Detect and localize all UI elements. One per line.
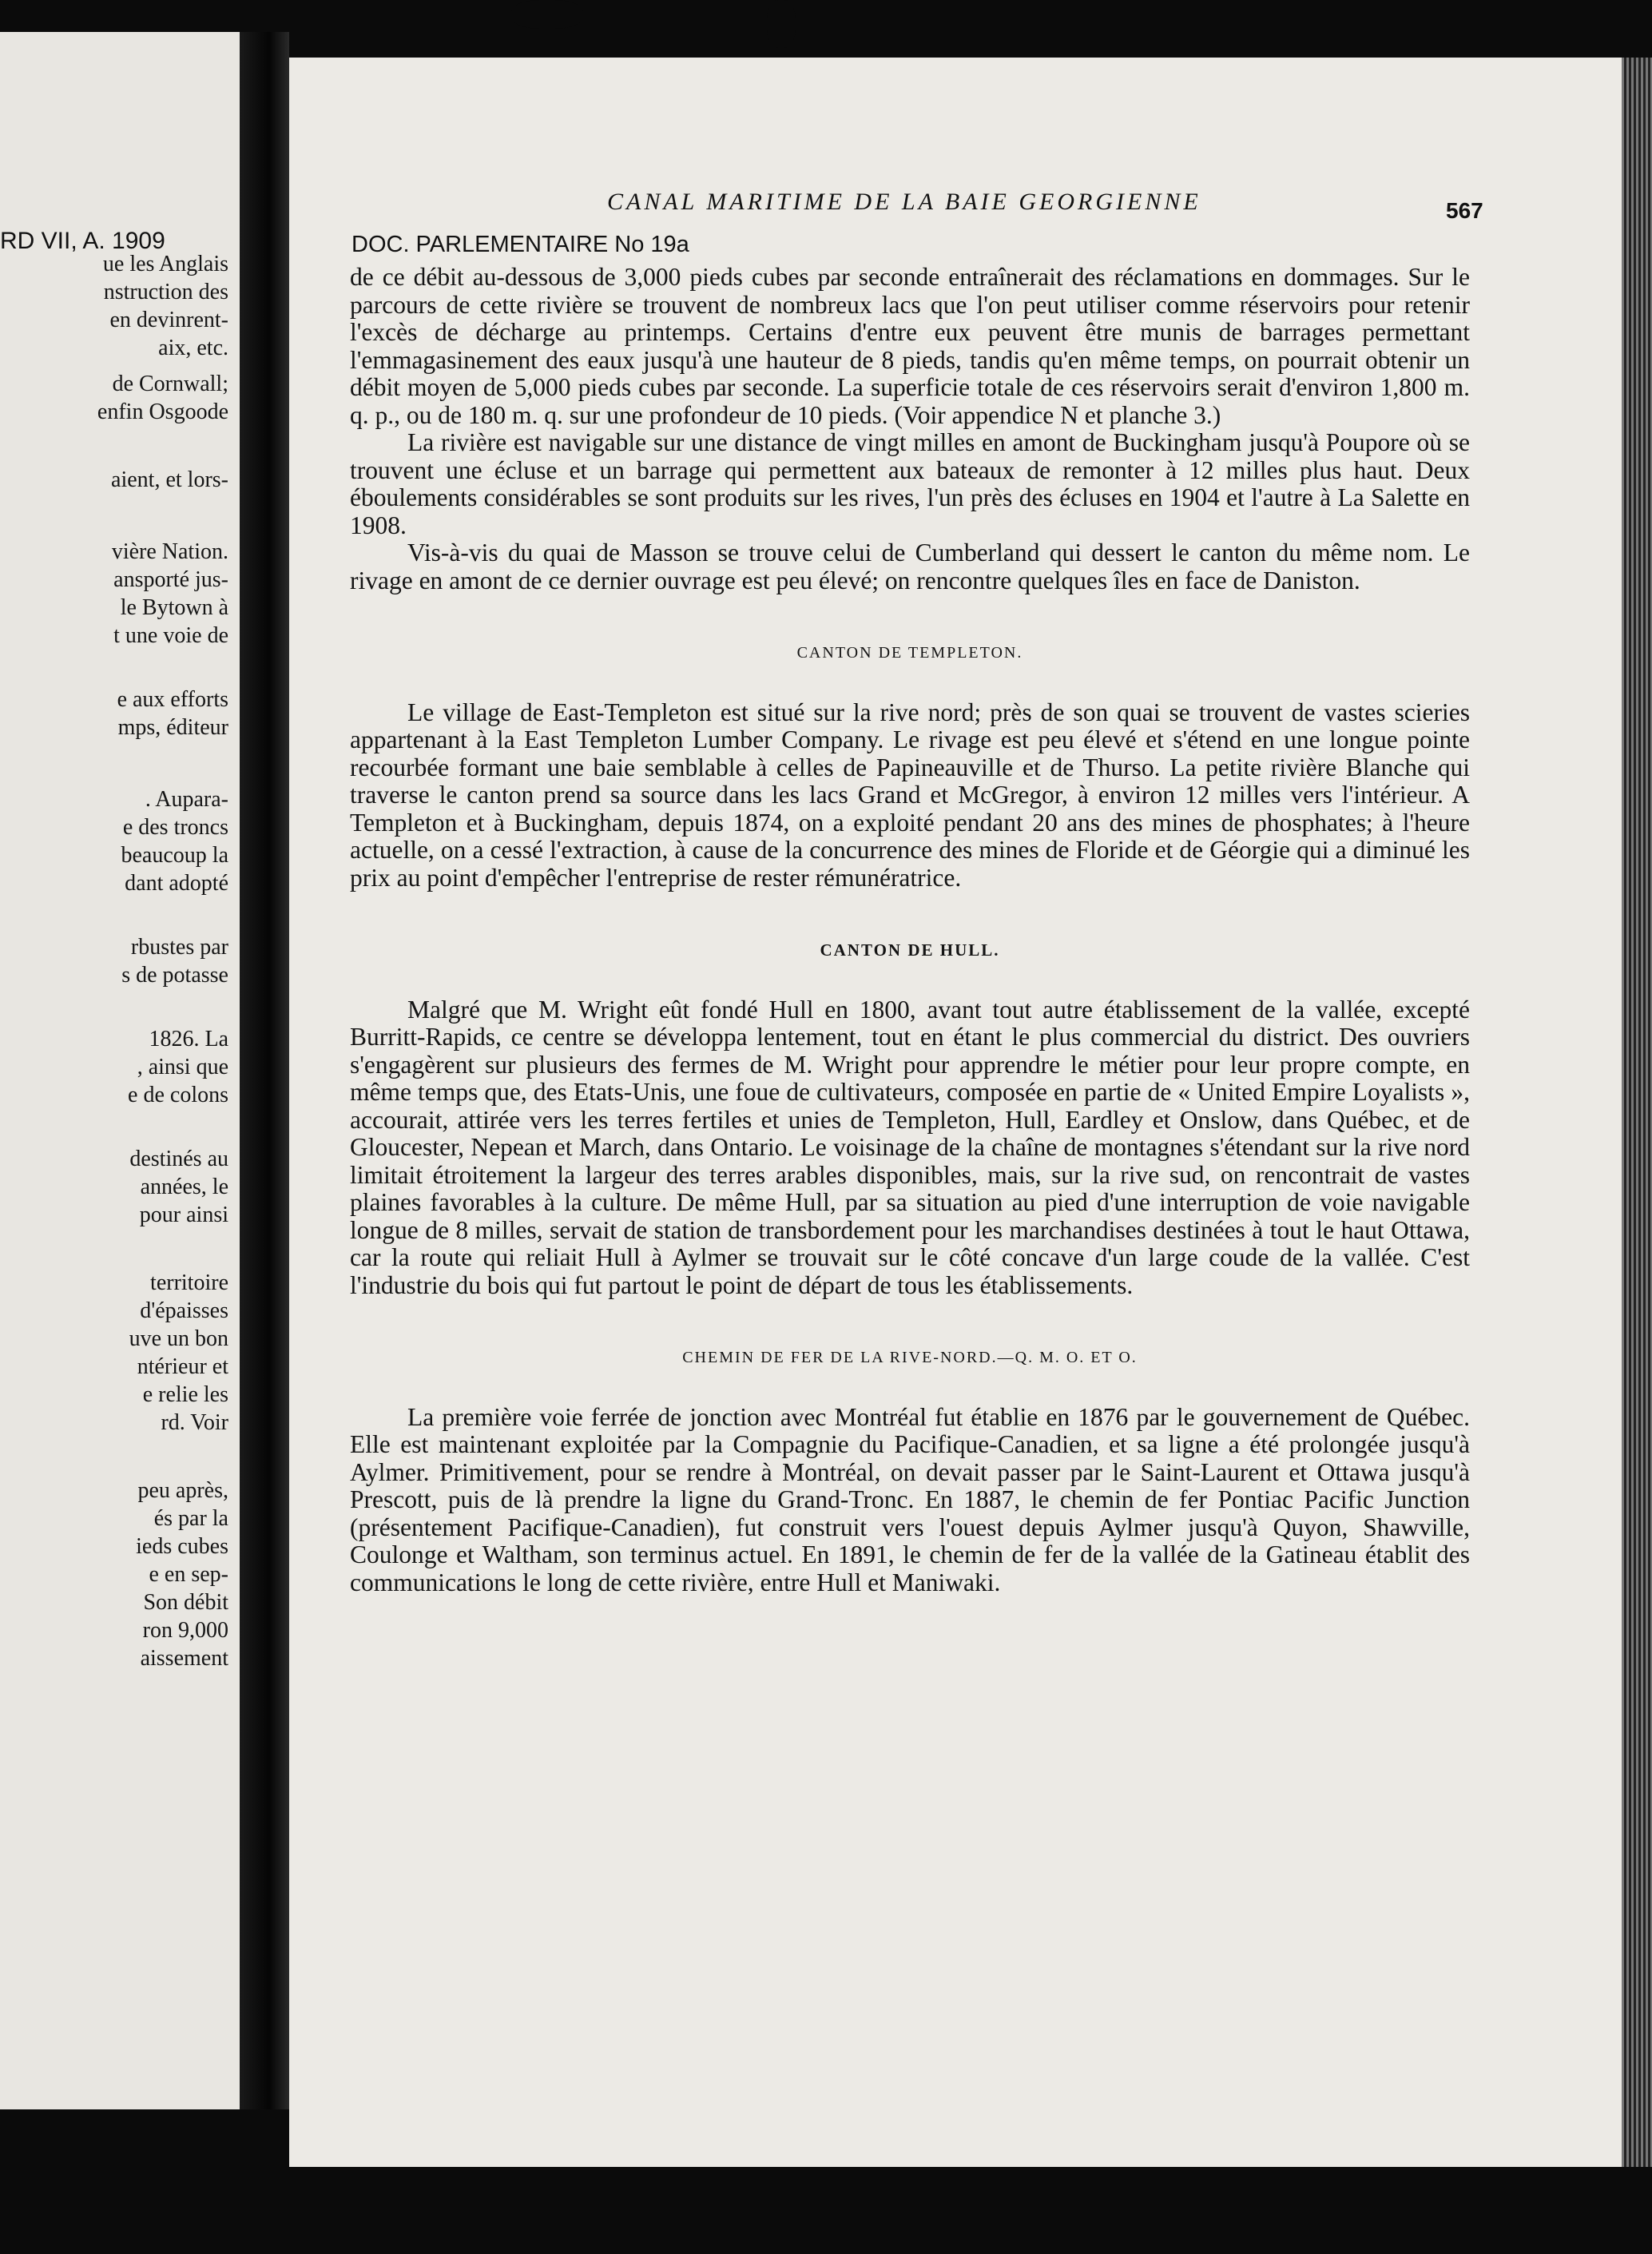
paragraph: de ce débit au-dessous de 3,000 pieds cubes par seconde entraînerait des réclamations en dommages. Sur le parcours de cette rivière se trouvent de nombreux lacs que l'on peut utiliser comme réservoirs pour retenir l'excès de décharge au printemps. Certains d'entre eux peuvent être munis de barrages permettant l'emmagasinement des eaux jusqu'à une hauteur de 8 pieds, tandis qu'en même temps, on pourrait obtenir un débit moyen de 5,000 pieds cubes par seconde. La superficie totale de ces réservoirs serait d'environ 1,800 m. q. p., ou de 180 m. q. sur une profondeur de 10 pieds. (Voir appendice N et planche 3.) — [350, 263, 1470, 429]
left-page-line: le Bytown à — [120, 595, 228, 620]
left-page-line: années, le — [140, 1175, 228, 1199]
left-page-line: nstruction des — [103, 280, 228, 304]
left-page-line: dant adopté — [125, 871, 228, 896]
left-page-line: aient, et lors- — [111, 467, 228, 492]
page-body — [350, 264, 1470, 1596]
left-page-line: mps, éditeur — [117, 715, 228, 740]
left-page-line: rbustes par — [130, 935, 228, 960]
left-page-line: Son débit — [143, 1590, 228, 1615]
left-page-line: pour ainsi — [139, 1203, 228, 1227]
document-reference: DOC. PARLEMENTAIRE No 19a — [351, 232, 689, 257]
paragraph: La première voie ferrée de jonction avec Montréal fut établie en 1876 par le gouvernement de Québec. Elle est maintenant exploitée par la Compagnie du Pacifique-Canadien, et sa ligne a été prolongée jusqu'à Aylmer. Primitivement, pour se rendre à Montréal, on devait passer par le Saint-Laurent et Ottawa jusqu'à Prescott, puis de là prendre la ligne du Grand-Tronc. En 1887, le chemin de fer Pontiac Pacific Junction (présentement Pacifique-Canadien), fut construit vers l'ouest depuis Aylmer jusqu'à Quyon, Shawville, Coulonge et Waltham, son terminus actuel. En 1891, le chemin de fer de la vallée de la Gatineau établit des communications le long de cette rivière, entre Hull et Maniwaki. — [350, 1402, 1470, 1596]
left-page-line: e en sep- — [149, 1562, 228, 1587]
left-page-line: e des troncs — [122, 815, 228, 840]
left-page-line: ieds cubes — [136, 1534, 228, 1559]
left-page-line: en devinrent- — [109, 308, 228, 332]
scan-smudge — [511, 0, 583, 29]
paragraph: La rivière est navigable sur une distance de vingt milles en amont de Buckingham jusqu'à Poupore où se trouvent une écluse et un barrage qui permettent aux bateaux de remonter à 12 milles plus haut. Deux éboulements considérables se sont produits sur les rives, l'un près des écluses en 1904 et l'autre à La Salette en 1908. — [350, 428, 1470, 539]
left-page-line: rd. Voir — [161, 1410, 228, 1435]
left-page-line: aissement — [140, 1646, 228, 1671]
left-page-line: beaucoup la — [121, 843, 228, 868]
book-gutter — [240, 32, 289, 2109]
paragraph: Vis-à-vis du quai de Masson se trouve celui de Cumberland qui dessert le canton du même nom. Le rivage en amont de ce dernier ouvrage est peu élevé; on rencontre quelques îles en face de Daniston. — [350, 539, 1470, 594]
paragraph: Malgré que M. Wright eût fondé Hull en 1800, avant tout autre établissement de la vallée, excepté Burritt-Rapids, ce centre se développa lentement, tout en étant le plus commercial du district. Des ouvriers s'engagèrent sur plusieurs des fermes de M. Wright pour apprendre le métier pour leur propre compte, en même temps que, des Etats-Unis, une foue de cultivateurs, composée en partie de « United Empire Loyalists », accourait, attirée vers les terres fertiles et unies de Templeton, Hull, Eardley et Onslow, dans Québec, et de Gloucester, Nepean et March, dans Ontario. Le voisinage de la chaîne de montagnes s'étendant sur la rive nord limitait étroitement la largeur des terres arables disponibles, mais, sur la rive sud, on rencontrait de vastes plaines favorables à la culture. De même Hull, par sa situation au pied d'une interruption de voie navigable longue de 8 milles, servait de station de transbordement pour les marchandises destinées à tout le haut Ottawa, car la route qui reliait Hull à Aylmer se trouvait sur le côté concave d'un large coude de la vallée. C'est l'industrie du bois qui fut partout le point de départ de tous les établissements. — [350, 995, 1470, 1299]
left-page-line: . Aupara- — [145, 787, 228, 812]
left-page-line: uve un bon — [129, 1326, 228, 1351]
left-page-header: RD VII, A. 1909 — [0, 228, 165, 254]
left-page-line: de Cornwall; — [112, 372, 228, 396]
left-page-line: e relie les — [142, 1382, 228, 1407]
section-heading: CANTON DE HULL. — [820, 940, 1000, 960]
left-page-line: destinés au — [129, 1147, 228, 1171]
left-page-line: vière Nation. — [111, 539, 228, 564]
running-title: CANAL MARITIME DE LA BAIE GEORGIENNE — [607, 189, 1201, 215]
left-page-line: ntérieur et — [137, 1354, 228, 1379]
left-page-line: és par la — [153, 1506, 228, 1531]
page-number: 567 — [1446, 198, 1483, 223]
left-page-line: , ainsi que — [137, 1055, 228, 1079]
page-edge — [1622, 58, 1652, 2167]
left-page-fragment — [0, 32, 240, 2109]
left-page-line: peu après, — [137, 1478, 228, 1503]
left-page-line: e aux efforts — [117, 687, 228, 712]
left-page-line: s de potasse — [121, 963, 228, 988]
scan-smudge — [767, 0, 796, 48]
section-heading: CANTON DE TEMPLETON. — [796, 644, 1023, 662]
left-page-line: enfin Osgoode — [97, 400, 228, 424]
left-page-line: territoire — [150, 1270, 228, 1295]
left-page-line: e de colons — [128, 1083, 228, 1107]
paragraph: Le village de East-Templeton est situé sur la rive nord; près de son quai se trouvent de vastes scieries appartenant à la East Templeton Lumber Company. Le rivage est peu élevé et s'étend en une longue pointe recourbée formant une baie semblable à celles de Papineauville et de Thurso. La petite rivière Blanche qui traverse le canton prend sa source dans les lacs Grand et McGregor, à environ 12 milles vers l'intérieur. A Templeton et à Buckingham, depuis 1874, on a exploité pendant 20 ans des mines de phosphates; à l'heure actuelle, on a cessé l'extraction, à cause de la concurrence des mines de Floride et de Géorgie qui a diminué les prix au point d'empêcher l'entreprise de rester rémunératrice. — [350, 698, 1470, 892]
section-heading: CHEMIN DE FER DE LA RIVE-NORD.—Q. M. O. ET O. — [682, 1349, 1138, 1366]
left-page-line: ansporté jus- — [113, 567, 228, 592]
left-page-line: t une voie de — [113, 623, 228, 648]
left-page-line: aix, etc. — [158, 336, 228, 360]
left-page-line: 1826. La — [149, 1027, 228, 1051]
left-page-line: ue les Anglais — [102, 252, 228, 276]
left-page-line: d'épaisses — [140, 1298, 228, 1323]
left-page-line: ron 9,000 — [142, 1618, 228, 1643]
